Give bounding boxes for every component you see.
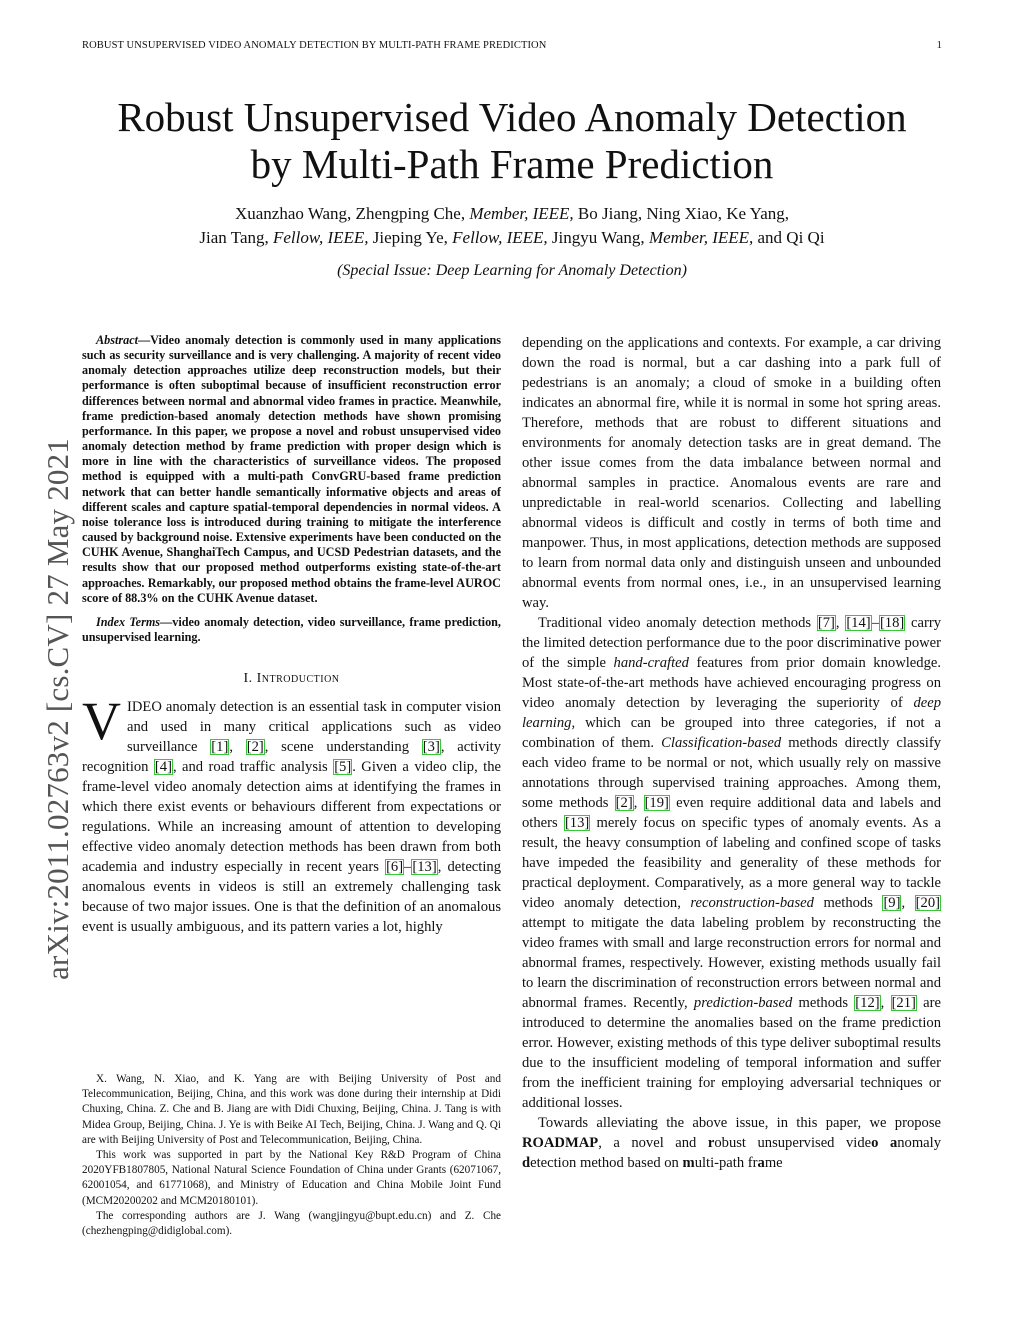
author-names: Jian Tang, (199, 228, 269, 247)
text-run: are introduced to determine the anomalies based on the frame prediction error. However, existing methods of this type deliver suboptimal results due to the insufficient modeling of temporal information and suffer from the inefficient training for employing adversarial techniques or additional losses. (522, 995, 941, 1111)
emphasis: deep learning (522, 695, 941, 731)
citation-link[interactable]: [13] (412, 859, 437, 876)
text-run: , (880, 995, 891, 1011)
page-number: 1 (936, 40, 942, 51)
author-list (82, 202, 942, 250)
text-run: merely focus on specific types of anomaly events. As a result, the heavy consumption of labeling and confined scope of tasks have impeded the feasibility and generality of these methods for practical deployment. Comparatively, as a more general way to tackle video anomaly detection, (522, 815, 941, 911)
text-run: . Given a video clip, the frame-level video anomaly detection aims at identifying the frames in which there exist events or behaviours different from expectations or regulations. While an increasing amount of attention to developing effective video anomaly detection methods has been drawn from both academia and industry especially in recent years (82, 759, 501, 876)
title-line-2: by Multi-Path Frame Prediction (250, 141, 774, 187)
acronym-letter: m (682, 1155, 695, 1171)
text-run: methods directly classify each video frame to be normal or not, which usually rely on massive annotations through supervised training approaches. Among them, some methods (522, 735, 941, 811)
emphasis: hand-crafted (613, 655, 689, 671)
right-column (522, 333, 941, 1173)
index-terms (82, 615, 501, 645)
section-title: Introduction (256, 671, 340, 687)
text-run: Towards alleviating the above issue, in this paper, we propose (538, 1115, 941, 1131)
citation-link[interactable]: [20] (915, 895, 940, 911)
left-column (82, 333, 501, 937)
section-number: I. (243, 671, 253, 687)
emphasis: Classification-based (661, 735, 782, 751)
text-run: , scene understanding (264, 739, 422, 756)
text-run: , a novel and (598, 1135, 708, 1151)
citation-link[interactable]: [2] (615, 795, 633, 811)
citation-link[interactable]: [13] (564, 815, 590, 831)
text-run (878, 1135, 890, 1151)
author-line-1 (82, 202, 942, 226)
index-terms-text: —video anomaly detection, video surveillance, frame prediction, unsupervised learning. (82, 614, 501, 644)
text-run: – (404, 859, 412, 876)
running-head (82, 40, 942, 56)
method-name: ROADMAP (522, 1135, 599, 1151)
citation-link[interactable]: [2] (246, 739, 264, 756)
text-run: etection method based on (530, 1155, 683, 1171)
author-membership: Fellow, IEEE, (273, 228, 369, 247)
arxiv-identifier-stamp: arXiv:2011.02763v2 [cs.CV] 27 May 2021 (40, 437, 75, 980)
text-run: features from prior domain knowledge. Most state-of-the-art methods have achieved encouraging progress on video anomaly detection by leveraging the superiority of (522, 655, 941, 711)
emphasis: reconstruction-based (690, 895, 814, 911)
text-run: , activity recognition (82, 739, 502, 776)
text-run: – (871, 615, 879, 631)
citation-link[interactable]: [14] (846, 615, 871, 631)
citation-link[interactable]: [4] (154, 759, 172, 776)
footnote-corresponding: The corresponding authors are J. Wang (wangjingyu@bupt.edu.cn) and Z. Che (chezhengping@didiglobal.com). (82, 1209, 501, 1238)
text-run: attempt to mitigate the data labeling problem by reconstructing the video frames with small and large reconstruction errors for normal and abnormal frames, respectively. However, existing methods usually fail to learn the discrimination of reconstruction errors between normal and abnormal frames. Recently, (522, 915, 941, 1011)
text-run: methods (813, 895, 883, 911)
special-issue-note: (Special Issue: Deep Learning for Anomaly Detection) (337, 262, 687, 279)
author-membership: Fellow, IEEE, (452, 228, 548, 247)
text-run: obust unsupervised vide (714, 1135, 872, 1151)
citation-link[interactable]: [9] (883, 895, 901, 911)
abstract (82, 333, 501, 606)
text-run: , which can be grouped into three categories, if not a combination of them. (522, 715, 941, 751)
abstract-label: Abstract (96, 333, 138, 347)
footnote-affiliations: X. Wang, N. Xiao, and K. Yang are with Beijing University of Post and Telecommunication, Beijing, China, and this work was done during their internship at Didi Chuxing, China. Z. Che and B. Jiang are with Didi Chuxing, Beijing, China. J. Tang is with Midea Group, Beijing, China. J. Ye is with Beike AI Tech, Beijing, China. J. Wang and Q. Qi are with Beijing University of Post and Telecommunication, Beijing, China. (82, 1073, 501, 1146)
text-run: me (764, 1155, 783, 1171)
text-run: ulti-path fr (694, 1155, 758, 1171)
footnotes (82, 1072, 501, 1239)
body-paragraph (522, 613, 941, 1113)
citation-link[interactable]: [3] (422, 739, 440, 756)
author-line-2 (82, 226, 942, 250)
index-terms-label: Index Terms (96, 614, 161, 629)
citation-link[interactable]: [21] (891, 995, 916, 1011)
acronym-letter: o (871, 1135, 879, 1151)
emphasis: prediction-based (693, 995, 793, 1011)
author-membership: Member, IEEE, (648, 228, 754, 247)
author-names: Xuanzhao Wang, Zhengping Che, (234, 204, 466, 223)
author-names: Bo Jiang, Ning Xiao, Ke Yang, (577, 204, 790, 223)
text-run: even require additional data and labels and others (522, 795, 942, 831)
body-paragraph (522, 1113, 941, 1173)
abstract-text: —Video anomaly detection is commonly used in many applications such as security surveillance and is very challenging. A majority of recent video anomaly detection approaches utilize deep reconstruction models, but their performance is often suboptimal because of insufficient reconstruction error differences between normal and abnormal video frames in practice. Meanwhile, frame prediction-based anomaly detection methods have shown promising performance. In this paper, we propose a novel and robust unsupervised video anomaly detection method by frame prediction with proper design which is more in line with the characteristics of surveillance videos. The proposed method is equipped with a multi-path ConvGRU-based frame prediction network that can better handle semantically informative objects and areas of different scales and capture spatial-temporal dependencies in normal videos. A noise tolerance loss is introduced during training to mitigate the interference caused by background noise. Extensive experiments have been conducted on the CUHK Avenue, ShanghaiTech Campus, and UCSD Pedestrian datasets, and the results show that our proposed method outperforms existing state-of-the-art approaches. Remarkably, our proposed method obtains the frame-level AUROC score of 88.3% on the CUHK Avenue dataset. (82, 333, 501, 605)
citation-link[interactable]: [6] (386, 859, 404, 876)
citation-link[interactable]: [1] (211, 739, 229, 756)
footnote-funding: This work was supported in part by the National Key R&D Program of China 2020YFB1807805, National Natural Science Foundation of China under Grants (62071067, 62001054, and 61771068), and Ministry of Education and China Mobile Joint Fund (MCM20200202 and MCM20180101). (82, 1149, 501, 1207)
drop-cap: V (82, 691, 121, 752)
author-names: Jingyu Wang, (551, 228, 645, 247)
paper-title (82, 94, 942, 188)
acronym-letter: a (757, 1155, 765, 1171)
body-paragraph: depending on the applications and contexts. For example, a car driving down the road is normal, but a car dashing into a park full of pedestrians is an anomaly; a cloud of smoke in a building often indicates an abnormal fire, while it is normal in some hot spring areas. Therefore, methods that are robust to different situations and environments for anomaly detection tasks are in great demand. The other issue comes from the data imbalance between normal and abnormal samples in practice. Anomalous events are rare and unpredictable in real-world scenarios. Collecting and labelling abnormal videos is difficult and costly in terms of both time and manpower. Thus, in most applications, detection methods are supposed to learn from normal data only and distinguish unseen and unbounded abnormal events from normal ones, i.e., in an unsupervised learning way. (522, 335, 941, 611)
citation-link[interactable]: [12] (855, 995, 880, 1011)
text-run: Traditional video anomaly detection methods (538, 615, 817, 631)
author-names: Jieping Ye, (372, 228, 448, 247)
citation-link[interactable]: [19] (644, 795, 669, 811)
acronym-letter: a (889, 1135, 898, 1151)
intro-paragraph (82, 691, 502, 937)
author-names: and Qi Qi (757, 228, 825, 247)
text-run: methods (792, 995, 855, 1011)
text-run: , (633, 795, 644, 811)
title-block (82, 94, 942, 280)
citation-link[interactable]: [5] (334, 759, 352, 776)
title-line-1: Robust Unsupervised Video Anomaly Detection (117, 94, 907, 140)
text-run: , detecting anomalous events in videos is still an extremely challenging task because of two major issues. One is that the definition of an anomalous event is usually ambiguous, and its pattern varies a lot, highly (82, 859, 501, 936)
acronym-letter: r (707, 1135, 715, 1151)
text-run: , (835, 615, 846, 631)
text-run: IDEO anomaly detection is an essential task in computer vision and used in many critical applications such as video surveillance (127, 699, 501, 756)
text-run: , (229, 739, 246, 756)
text-run: , and road traffic analysis (172, 759, 334, 776)
acronym-letter: d (522, 1155, 531, 1171)
section-heading-introduction (82, 669, 501, 689)
citation-link[interactable]: [7] (817, 615, 835, 631)
text-run: , (901, 895, 915, 911)
citation-link[interactable]: [18] (879, 615, 905, 631)
author-membership: Member, IEEE, (469, 204, 574, 223)
text-run: nomaly (897, 1135, 942, 1151)
running-head-title: ROBUST UNSUPERVISED VIDEO ANOMALY DETECTION BY MULTI-PATH FRAME PREDICTION (82, 40, 547, 51)
text-run: carry the limited detection performance due to the poor discriminative power of the simple (522, 615, 942, 671)
